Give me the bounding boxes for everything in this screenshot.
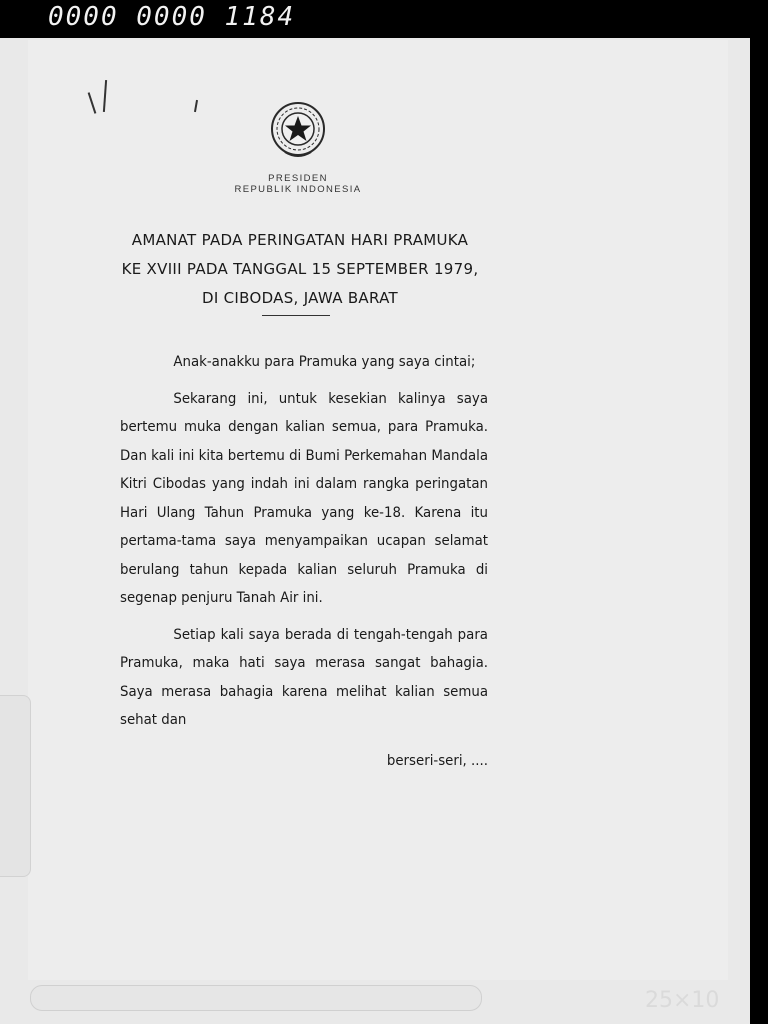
salutation: Anak-anakku para Pramuka yang saya cintai;: [173, 354, 476, 370]
page-continuation: berseri-seri, ....: [386, 752, 488, 769]
film-frame-code: 0000 0000 1184: [48, 2, 296, 32]
title-underline: [262, 315, 330, 316]
frame-mark: 25×10: [645, 988, 720, 1013]
presidential-emblem-icon: [267, 100, 329, 162]
speech-body: [120, 348, 488, 775]
title-line: DI CIBODAS, JAWA BARAT: [202, 289, 398, 307]
title-line: AMANAT PADA PERINGATAN HARI PRAMUKA: [131, 231, 469, 249]
paragraph: Setiap kali saya berada di tengah-tengah para Pramuka, maka hati saya merasa sangat bahagia. Saya merasa bahagia karena melihat kalian semua sehat dan: [120, 626, 489, 728]
paragraph: Sekarang ini, untuk kesekian kalinya saya bertemu muka dengan kalian semua, para Pramuka. Dan kali ini kita bertemu di Bumi Perkemahan Mandala Kitri Cibodas yang indah ini dalam rangka peringatan Hari Ulang Tahun Pramuka yang ke-18. Karena itu pertama-tama saya menyampaikan ucapan selamat berulang tahun kepada kalian seluruh Pramuka di segenap penjuru Tanah Air ini.: [120, 390, 489, 606]
title-line: KE XVIII PADA TANGGAL 15 SEPTEMBER 1979,: [121, 260, 479, 278]
letterhead-line: REPUBLIK INDONESIA: [234, 184, 362, 195]
bottom-strip: [30, 985, 482, 1011]
document-title: [110, 226, 490, 313]
side-tab: [0, 695, 31, 877]
letterhead-line: PRESIDEN: [268, 173, 328, 184]
letterhead: [200, 173, 396, 195]
